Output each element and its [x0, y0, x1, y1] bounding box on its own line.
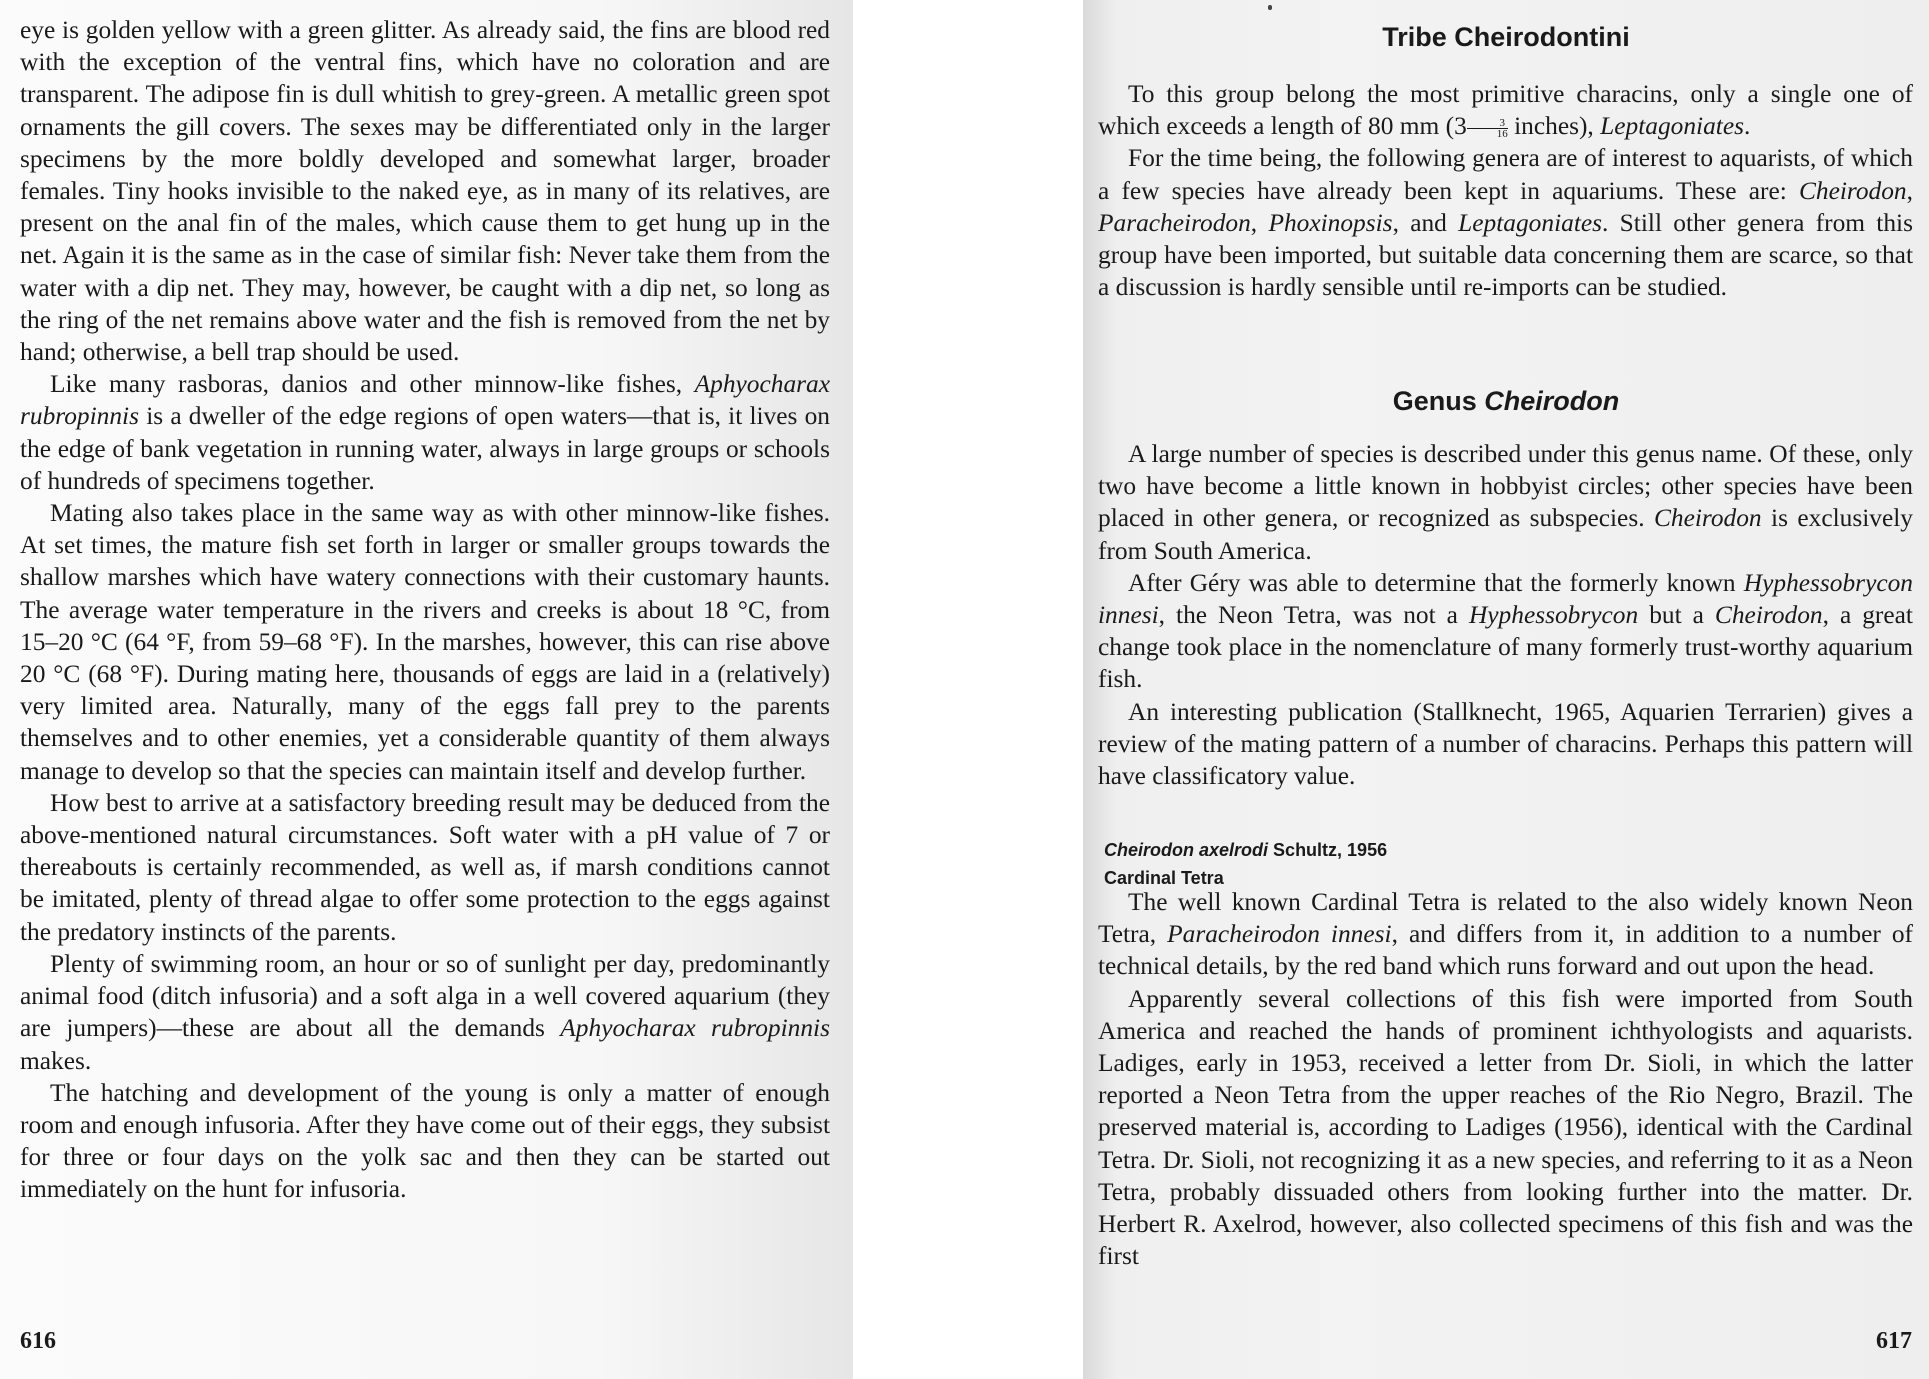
italic-term: Aphyocharax rubropinnis — [560, 1014, 830, 1043]
paragraph: Plenty of swimming room, an hour or so of sunlight per day, predominantly animal food (ditch infusoria) and a soft alga in a well covered aquarium (they are jumpers)—these are about all the demands Aphyocharax rubropinnis makes. — [20, 949, 830, 1075]
paragraph: How best to arrive at a satisfactory breeding result may be deduced from the above-mentioned natural circumstances. Soft water with a pH value of 7 or thereabouts is certainly recommended, as well as, if marsh conditions cannot be imitated, plenty of thread algae to offer some protection to the eggs against the predatory instincts of the parents. — [20, 788, 830, 946]
species-heading — [1104, 834, 1387, 888]
italic-term: Cheirodon — [1798, 176, 1907, 205]
tribe-body — [1098, 78, 1913, 303]
paragraph: After Géry was able to determine that the formerly known Hyphessobrycon innesi, the Neon Tetra, was not a Hyphessobrycon but a Cheirodon, a great change took place in the nomenclature of many formerly trust-worthy aquarium fish. — [1098, 568, 1913, 694]
paragraph: The hatching and development of the young is only a matter of enough room and enough infusoria. After they have come out of their eggs, they subsist for three or four days on the yolk sac and then they can be started out immediately on the hunt for infusoria. — [20, 1078, 830, 1204]
paragraph: For the time being, the following genera are of interest to aquarists, of which a few species have already been kept in aquariums. These are: Cheirodon, Paracheirodon, Phoxinopsis, and Leptagoniates. Still other genera from this group have been imported, but suitable data concerning them are scarce, so that a discussion is hardly sensible until re-imports can be studied. — [1098, 144, 1913, 302]
italic-term: Hyphessobrycon — [1468, 601, 1639, 630]
italic-term: Hyphessobrycon innesi — [1098, 568, 1913, 630]
species-body — [1098, 886, 1913, 1272]
page-number-left: 616 — [20, 1328, 56, 1354]
species-title — [1104, 834, 1387, 866]
species-scientific-name: Cheirodon axelrodi — [1104, 840, 1269, 860]
page-number-right: 617 — [1876, 1328, 1912, 1354]
genus-heading-prefix: Genus — [1392, 386, 1477, 416]
italic-term: Paracheirodon — [1098, 208, 1251, 237]
italic-term: Cheirodon — [1653, 504, 1762, 533]
paragraph: Like many rasboras, danios and other minnow-like fishes, Aphyocharax rubropinnis is a dweller of the edge regions of open waters—that is, it lives on the edge of bank vegetation in running water, always in large groups or schools of hundreds of specimens together. — [20, 370, 830, 495]
left-page-body — [20, 14, 830, 1206]
italic-term: Leptagoniates — [1600, 112, 1745, 141]
paragraph: Apparently several collections of this fish were imported from South America and reached the hands of prominent ichthyologists and aquarists. Ladiges, early in 1953, received a letter from Dr. Sioli, in which the latter reported a Neon Tetra from the upper reaches of the Rio Negro, Brazil. The preserved material is, according to Ladiges (1956), identical with the Cardinal Tetra. Dr. Sioli, not recognizing it as a new species, and referring to it as a Neon Tetra, probably dissuaded others from looking further into the matter. Dr. Herbert R. Axelrod, however, also collected specimens of this fish and was the first — [1098, 984, 1913, 1271]
genus-heading — [1083, 386, 1929, 417]
paragraph: An interesting publication (Stallknecht, 1965, Aquarien Terrarien) gives a review of the mating pattern of a number of characins. Perhaps this pattern will have classificatory value. — [1098, 697, 1913, 791]
italic-term: Leptagoniates — [1458, 208, 1603, 237]
paragraph: Mating also takes place in the same way as with other minnow-like fishes. At set times, the mature fish set forth in larger or smaller groups towards the shallow marshes which have watery connections with their customary haunts. The average water temperature in the rivers and creeks is about 18 °C, from 15–20 °C (64 °F, from 59–68 °F). In the marshes, however, this can rise above 20 °C (68 °F). During mating here, thousands of eggs are laid in a (relatively) very limited area. Naturally, many of the eggs fall prey to the parents themselves and to other enemies, yet a considerable quantity of them always manage to develop so that the species can maintain itself and develop further. — [20, 499, 830, 785]
species-authority: Schultz, 1956 — [1273, 840, 1388, 860]
scan-speck — [1268, 5, 1272, 10]
genus-body — [1098, 438, 1913, 792]
paragraph: The well known Cardinal Tetra is related to the also widely known Neon Tetra, Paracheirodon innesi, and differs from it, in addition to a number of technical details, by the red band which runs forward and out upon the head. — [1098, 888, 1913, 981]
tribe-heading: Tribe Cheirodontini — [1382, 22, 1630, 52]
species-common-name: Cardinal Tetra — [1104, 868, 1224, 888]
paragraph: eye is golden yellow with a green glitter. As already said, the fins are blood red with the exception of the ventral fins, which have no coloration and are transparent. The adipose fin is dull whitish to grey-green. A metallic green spot ornaments the gill covers. The sexes may be differentiated only in the larger specimens by the more boldly developed and somewhat larger, broader females. Tiny hooks invisible to the naked eye, as in many of its relatives, are present on the anal fin of the males, which cause them to get hung up in the net. Again it is the same as in the case of similar fish: Never take them from the water with a dip net. They may, however, be caught with a dip net, so long as the ring of the net remains above water and the fish is removed from the net by hand; otherwise, a bell trap should be used. — [20, 16, 830, 367]
italic-term: Cheirodon — [1714, 601, 1823, 630]
paragraph: To this group belong the most primitive characins, only a single one of which exceeds a length of 80 mm (3 $\frac{3}{16}$ inches), Leptagoniates. — [1098, 80, 1913, 141]
fraction: $\frac{3}{16}$ — [1467, 118, 1508, 139]
paragraph: A large number of species is described under this genus name. Of these, only two have become a little known in hobbyist circles; other species have been placed in other genera, or recognized as subspecies. Cheirodon is exclusively from South America. — [1098, 440, 1913, 565]
genus-heading-name: Cheirodon — [1484, 386, 1620, 416]
page-gutter — [853, 0, 1083, 1379]
italic-term: Aphyocharax rubropinnis — [20, 370, 830, 431]
italic-term: Paracheirodon innesi — [1167, 920, 1392, 949]
italic-term: Phoxinopsis — [1268, 208, 1393, 237]
